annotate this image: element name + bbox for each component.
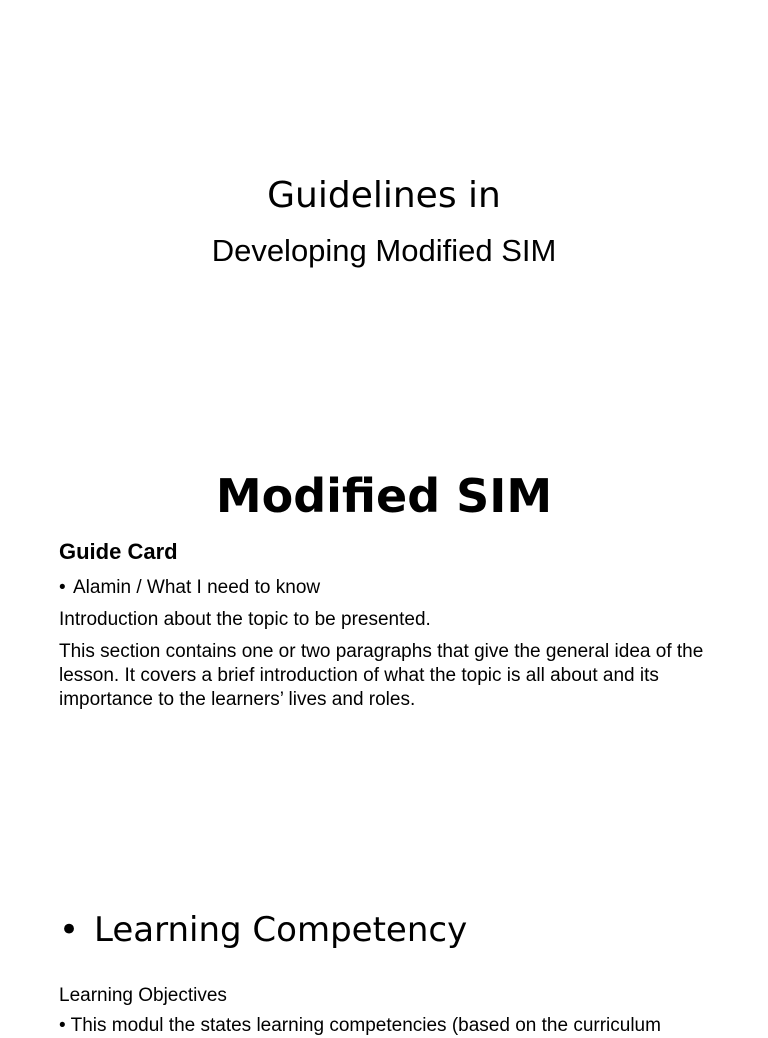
intro-text: Introduction about the topic to be presented.	[59, 609, 431, 630]
slide-modified-sim	[0, 420, 768, 860]
slide-title	[0, 0, 768, 420]
bullet-icon: •	[59, 577, 66, 598]
bullet-item	[59, 576, 320, 600]
slide-learning-competency	[0, 860, 768, 1036]
guide-card-heading: Guide Card	[59, 539, 178, 564]
slide-title-line-1: Guidelines in	[267, 175, 501, 216]
bullet-icon: •	[59, 910, 80, 950]
partially-visible-text: • This modul the states learning competencies (based on the curriculum	[59, 1015, 661, 1036]
learning-objectives-label: Learning Objectives	[59, 985, 227, 1006]
learning-competency-bullet	[59, 908, 467, 952]
bullet-text: Alamin / What I need to know	[73, 577, 321, 598]
slide-title-line-2: Developing Modified SIM	[211, 233, 557, 268]
learning-competency-text: Learning Competency	[94, 910, 468, 950]
slide-heading: Modified SIM	[215, 469, 553, 523]
section-paragraph: This section contains one or two paragraphs that give the general idea of the lesson. It covers a brief introduction of what the topic is all about and its importance to the learners’ lives and roles.	[59, 641, 704, 710]
